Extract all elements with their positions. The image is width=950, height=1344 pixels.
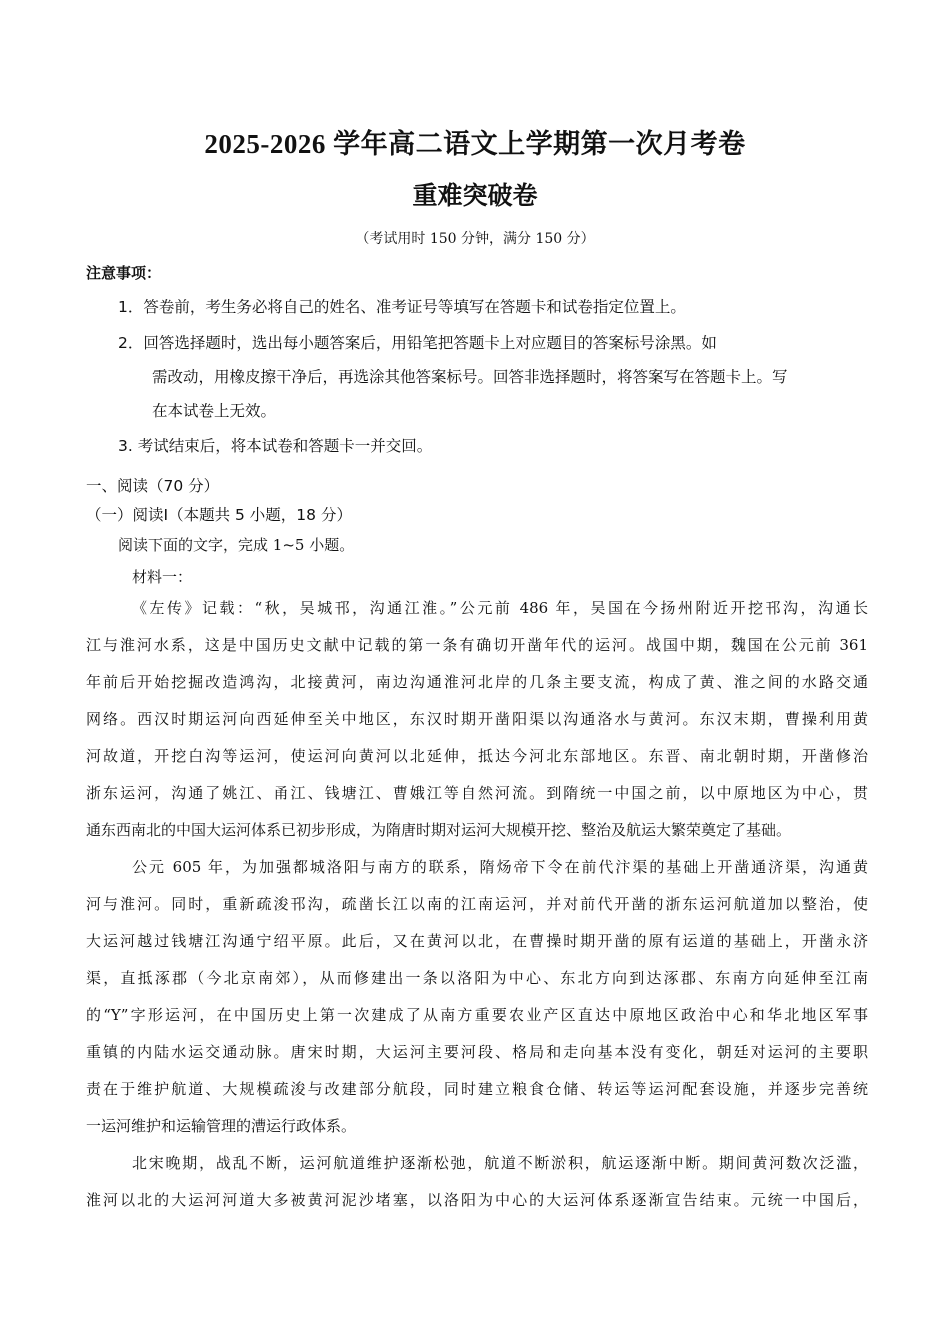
paragraph-line: 北宋晚期，战乱不断，运河航道维护逐渐松弛，航道不断淤积，航运逐渐中断。期间黄河数次泛滥， — [132, 1154, 868, 1172]
notice-heading: 注意事项： — [86, 264, 162, 282]
paragraph-line: 重镇的内陆水运交通动脉。唐宋时期，大运河主要河段、格局和走向基本没有变化，朝廷对运河的主要职 — [86, 1043, 868, 1061]
paragraph-line: 的“Y”字形运河，在中国历史上第一次建成了从南方重要农业产区直达中原地区政治中心和华北地区军事 — [86, 1006, 868, 1024]
exam-title: 2025-2026 学年高二语文上学期第一次月考卷 — [204, 129, 746, 159]
material-label: 材料一： — [132, 568, 193, 586]
paragraph-line: 通东西南北的中国大运河体系已初步形成，为隋唐时期对运河大规模开挖、整治及航运大繁荣奠定了基础。 — [86, 821, 792, 839]
paragraph-line: 渠，直抵涿郡（今北京南郊），从而修建出一条以洛阳为中心、东北方向到达涿郡、东南方向延伸至江南 — [86, 969, 868, 987]
notice-item-2-continued: 需改动，用橡皮擦干净后，再选涂其他答案标号。回答非选择题时，将答案写在答题卡上。写 — [152, 368, 788, 386]
notice-item-2-end: 在本试卷上无效。 — [152, 402, 277, 420]
notice-item-1: 1．答卷前，考生务必将自己的姓名、准考证号等填写在答题卡和试卷指定位置上。 — [118, 298, 686, 316]
paragraph-line: 河与淮河。同时，重新疏浚邗沟，疏凿长江以南的江南运河，并对前代开凿的浙东运河航道加以整治，使 — [86, 895, 868, 913]
paragraph-line: 网络。西汉时期运河向西延伸至关中地区，东汉时期开凿阳渠以沟通洛水与黄河。东汉末期，曹操利用黄 — [86, 710, 868, 728]
paragraph-line: 浙东运河，沟通了姚江、甬江、钱塘江、曹娥江等自然河流。到隋统一中国之前，以中原地区为中心，贯 — [86, 784, 868, 802]
reading-instruction: 阅读下面的文字，完成 1~5 小题。 — [118, 536, 355, 554]
paragraph-line: 淮河以北的大运河河道大多被黄河泥沙堵塞，以洛阳为中心的大运河体系逐渐宣告结束。元统一中国后， — [86, 1191, 868, 1209]
paragraph-line: 年前后开始挖掘改造鸿沟，北接黄河，南边沟通淮河北岸的几条主要支流，构成了黄、淮之间的水路交通 — [86, 673, 868, 691]
paragraph-line: 江与淮河水系，这是中国历史文献中记载的第一条有确切开凿年代的运河。战国中期，魏国在公元前 361 — [86, 636, 868, 654]
notice-item-2: 2．回答选择题时，选出每小题答案后，用铅笔把答题卡上对应题目的答案标号涂黑。如 — [118, 334, 717, 352]
paragraph-line: 一运河维护和运输管理的漕运行政体系。 — [86, 1117, 357, 1135]
section-heading: 一、阅读（70 分） — [86, 477, 220, 495]
paragraph-line: 河故道，开挖白沟等运河，使运河向黄河以北延伸，抵达今河北东部地区。东晋、南北朝时期，开凿修治 — [86, 747, 868, 765]
exam-subtitle: 重难突破卷 — [412, 181, 538, 210]
paragraph-line: 大运河越过钱塘江沟通宁绍平原。此后，又在黄河以北，在曹操时期开凿的原有运道的基础上，开凿永济 — [86, 932, 868, 950]
paragraph-line: 公元 605 年，为加强都城洛阳与南方的联系，隋炀帝下令在前代汴渠的基础上开凿通济渠，沟通黄 — [132, 858, 868, 876]
section-subheading: （一）阅读Ⅰ（本题共 5 小题，18 分） — [86, 506, 352, 524]
notice-item-3: 3. 考试结束后，将本试卷和答题卡一并交回。 — [118, 437, 433, 455]
paragraph-line: 责在于维护航道、大规模疏浚与改建部分航段，同时建立粮食仓储、转运等运河配套设施，并逐步完善统 — [86, 1080, 868, 1098]
paragraph-line: 《左传》记载：“秋，吴城邗，沟通江淮。”公元前 486 年，吴国在今扬州附近开挖邗沟，沟通长 — [132, 599, 868, 617]
exam-info: （考试用时 150 分钟，满分 150 分） — [355, 231, 595, 247]
